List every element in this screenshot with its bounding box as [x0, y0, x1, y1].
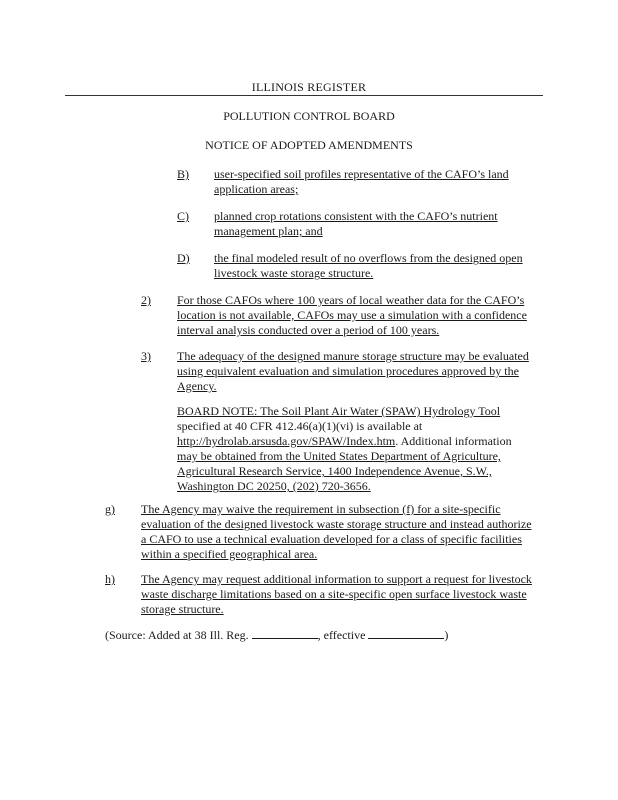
effective-blank — [368, 627, 444, 639]
item-label: B) — [177, 167, 189, 181]
source-middle: , effective — [317, 628, 369, 642]
board-note-line-4: may be obtained from the United States Department of Agriculture, — [177, 449, 501, 463]
source-suffix: ) — [444, 628, 449, 642]
item-text: The Agency may request additional information to support a request for livestock waste discharge limitations based on a site-specific open surface livestock waste storage structure. — [141, 572, 532, 616]
board-note-line-3 — [177, 434, 542, 449]
item-label: C) — [177, 209, 189, 223]
item-label: g) — [105, 502, 115, 516]
item-text: planned crop rotations consistent with the CAFO’s nutrient management plan; and — [214, 209, 498, 238]
board-note-line-1: BOARD NOTE: The Soil Plant Air Water (SPAW) Hydrology Tool — [177, 404, 501, 418]
item-text: the final modeled result of no overflows from the designed open livestock waste storage structure. — [214, 251, 523, 280]
header-rule — [65, 95, 543, 96]
item-label: D) — [177, 251, 190, 265]
item-text: The adequacy of the designed manure storage structure may be evaluated using equivalent evaluation and simulation procedures approved by the Agency. — [177, 349, 529, 393]
reg-blank — [252, 627, 318, 639]
board-note — [177, 404, 542, 494]
item-text: For those CAFOs where 100 years of local weather data for the CAFO’s location is not available, CAFOs may use a simulation with a confidence interval analysis conducted over a period of 100 years. — [177, 293, 527, 337]
board-note-line-5: Agricultural Research Service, 1400 Independence Avenue, S.W., — [177, 464, 492, 478]
item-text: The Agency may waive the requirement in subsection (f) for a site-specific evaluation of the designed livestock waste storage structure and instead authorize a CAFO to use a technical evaluation developed for a class of specific facilities within a specified geographical area. — [141, 502, 532, 561]
notice-title: NOTICE OF ADOPTED AMENDMENTS — [205, 138, 413, 152]
board-title: POLLUTION CONTROL BOARD — [223, 109, 395, 123]
item-label: 3) — [141, 349, 151, 363]
source-prefix: (Source: Added at 38 Ill. Reg. — [105, 628, 252, 642]
source-line — [105, 627, 448, 643]
item-label: 2) — [141, 293, 151, 307]
spaw-url-link[interactable]: http://hydrolab.arsusda.gov/SPAW/Index.htm — [177, 434, 396, 448]
item-text: user-specified soil profiles representative of the CAFO’s land application areas; — [214, 167, 509, 196]
item-label: h) — [105, 572, 115, 586]
register-title: ILLINOIS REGISTER — [251, 80, 367, 94]
board-note-line-2: specified at 40 CFR 412.46(a)(1)(vi) is available at — [177, 419, 423, 433]
board-note-line-6: Washington DC 20250, (202) 720-3656. — [177, 479, 371, 493]
board-note-line-3-rest: . Additional information — [395, 434, 512, 448]
